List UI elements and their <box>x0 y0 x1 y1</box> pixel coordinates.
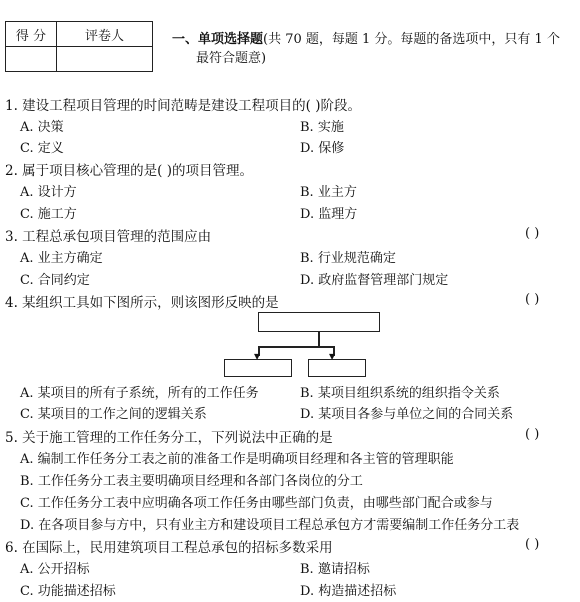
q5-option-b[interactable]: B. 工作任务分工表主要明确项目经理和各部门各岗位的分工 <box>20 474 363 489</box>
q6-option-a[interactable]: A. 公开招标 <box>20 562 90 577</box>
q5-option-a[interactable]: A. 编制工作任务分工表之前的准备工作是明确项目经理和各主管的管理职能 <box>20 452 454 467</box>
q1-option-a[interactable]: A. 决策 <box>20 120 64 135</box>
org-child-box-left <box>224 359 292 377</box>
q3-option-c[interactable]: C. 合同约定 <box>20 273 90 288</box>
question-5: 5. 关于施工管理的工作任务分工，下列说法中正确的是 <box>5 430 333 446</box>
q6-option-c[interactable]: C. 功能描述招标 <box>20 584 116 599</box>
section-heading <box>172 31 560 49</box>
q4-answer-paren: ( ) <box>525 292 540 307</box>
q5-option-d[interactable]: D. 在各项目参与方中，只有业主方和建设项目工程总承包方才需要编制工作任务分工表 <box>20 518 520 533</box>
section-instructions-2: 最符合题意) <box>196 51 267 66</box>
org-connector-vertical <box>318 331 320 347</box>
org-connector-horizontal <box>258 346 334 348</box>
q4-option-b[interactable]: B. 某项目组织系统的组织指令关系 <box>300 386 500 401</box>
question-6: 6. 在国际上，民用建筑项目工程总承包的招标多数采用 <box>5 540 333 556</box>
q5-option-c[interactable]: C. 工作任务分工表中应明确各项工作任务由哪些部门负责，由哪些部门配合或参与 <box>20 496 493 511</box>
arrow-down-icon-right: ▼ <box>329 352 336 361</box>
score-cell <box>6 47 57 72</box>
q2-option-c[interactable]: C. 施工方 <box>20 207 77 222</box>
q1-option-c[interactable]: C. 定义 <box>20 141 64 156</box>
section-title: 一、单项选择题 <box>172 32 264 47</box>
arrow-down-icon-left: ▼ <box>254 352 261 361</box>
q3-option-d[interactable]: D. 政府监督管理部门规定 <box>300 273 449 288</box>
q4-option-d[interactable]: D. 某项目各参与单位之间的合同关系 <box>300 407 514 422</box>
q4-option-c[interactable]: C. 某项目的工作之间的逻辑关系 <box>20 407 207 422</box>
q2-option-b[interactable]: B. 业主方 <box>300 185 357 200</box>
org-top-box <box>258 312 380 332</box>
section-instructions-1: (共 70 题，每题 1 分。每题的备选项中，只有 1 个 <box>263 32 560 47</box>
question-3: 3. 工程总承包项目管理的范围应由 <box>5 229 212 245</box>
question-1: 1. 建设工程项目管理的时间范畴是建设工程项目的( )阶段。 <box>5 98 361 114</box>
q3-option-a[interactable]: A. 业主方确定 <box>20 251 103 266</box>
score-table <box>5 21 153 72</box>
q6-answer-paren: ( ) <box>525 537 540 552</box>
q2-option-a[interactable]: A. 设计方 <box>20 185 77 200</box>
question-4: 4. 某组织工具如下图所示，则该图形反映的是 <box>5 295 279 311</box>
q3-option-b[interactable]: B. 行业规范确定 <box>300 251 396 266</box>
q3-answer-paren: ( ) <box>525 226 540 241</box>
q1-option-b[interactable]: B. 实施 <box>300 120 344 135</box>
q5-answer-paren: ( ) <box>525 427 540 442</box>
q1-option-d[interactable]: D. 保修 <box>300 141 345 156</box>
q2-option-d[interactable]: D. 监理方 <box>300 207 358 222</box>
score-header: 得 分 <box>6 22 57 47</box>
grader-cell <box>57 47 153 72</box>
q4-option-a[interactable]: A. 某项目的所有子系统，所有的工作任务 <box>20 386 259 401</box>
org-child-box-right <box>308 359 366 377</box>
question-2: 2. 属于项目核心管理的是( )的项目管理。 <box>5 163 253 179</box>
grader-header: 评卷人 <box>57 22 153 47</box>
q6-option-d[interactable]: D. 构造描述招标 <box>300 584 397 599</box>
q6-option-b[interactable]: B. 邀请招标 <box>300 562 370 577</box>
